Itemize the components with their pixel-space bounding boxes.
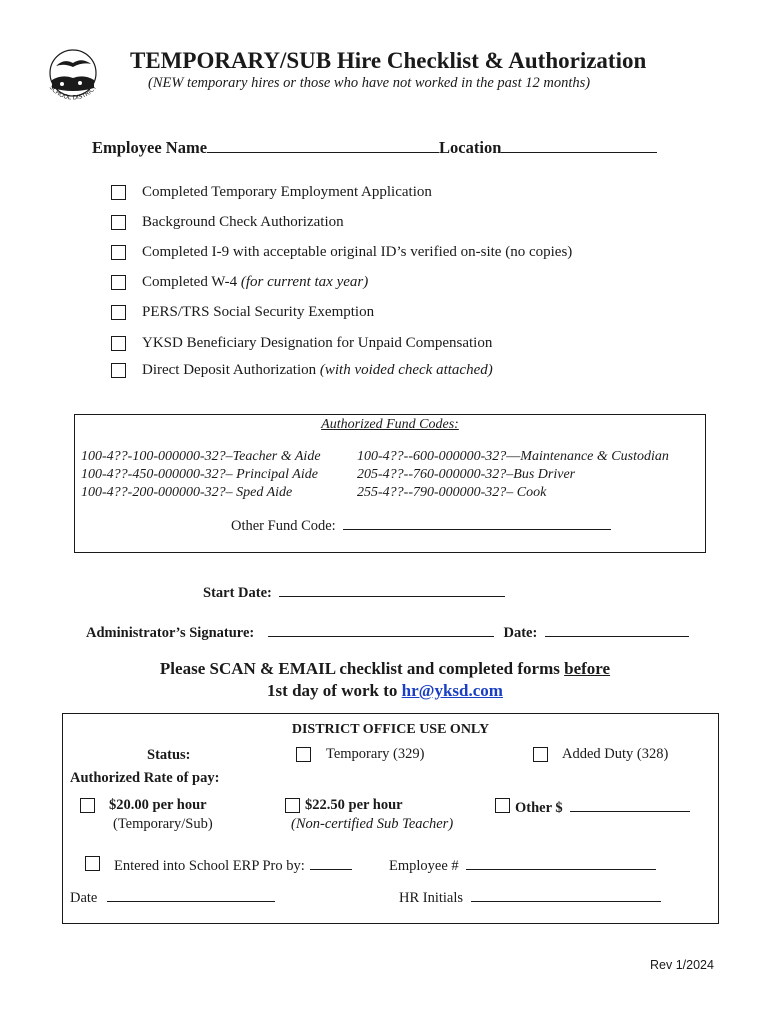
hr-initials-row <box>399 887 661 907</box>
employee-number-label: Employee # <box>389 858 459 874</box>
status-added-duty-label: Added Duty (328) <box>562 746 669 762</box>
checklist-label: Completed I-9 with acceptable original ID’s verified on-site (no copies) <box>142 243 573 260</box>
erp-checkbox[interactable] <box>85 856 100 871</box>
start-date-row <box>203 582 505 602</box>
employee-number-field[interactable] <box>466 855 656 870</box>
admin-signature-label: Administrator’s Signature: <box>86 625 255 641</box>
fund-codes-right <box>357 448 669 502</box>
hr-email-link[interactable]: hr@yksd.com <box>401 681 503 700</box>
status-added-duty-checkbox[interactable] <box>533 747 548 762</box>
checklist-label: Completed W-4 <box>142 273 241 290</box>
district-seal-icon <box>34 30 112 108</box>
rate-22-checkbox[interactable] <box>285 798 300 813</box>
rate-22-note: (Non-certified Sub Teacher) <box>291 816 454 832</box>
checklist-label: PERS/TRS Social Security Exemption <box>142 303 375 320</box>
hr-initials-field[interactable] <box>471 887 661 902</box>
rate-20-note: (Temporary/Sub) <box>113 816 213 832</box>
checklist-item <box>111 272 368 292</box>
start-date-field[interactable] <box>279 582 505 597</box>
fund-code: 100-4??--600-000000-32?––Maintenance & Custodian <box>357 449 669 464</box>
checklist-note: (for current tax year) <box>240 273 369 290</box>
office-date-row <box>70 887 275 907</box>
page-title: TEMPORARY/SUB Hire Checklist & Authorization <box>130 48 647 73</box>
checklist-item <box>111 333 492 353</box>
revision-label: Rev 1/2024 <box>650 958 714 972</box>
rate-20-label: $20.00 per hour <box>109 797 207 813</box>
status-label: Status: <box>147 747 191 763</box>
rate-other-row <box>515 797 690 817</box>
district-logo <box>34 30 112 108</box>
status-temporary-checkbox[interactable] <box>296 747 311 762</box>
logo-text-bottom: SCHOOL DISTRICT <box>47 84 99 102</box>
rate-other-field[interactable] <box>570 797 690 812</box>
checkbox[interactable] <box>111 215 126 230</box>
fund-codes-title: Authorized Fund Codes: <box>321 417 459 432</box>
notice-line2: 1st day of work to <box>267 681 402 700</box>
admin-date-label: Date: <box>503 625 538 641</box>
notice-line1: Please SCAN & EMAIL checklist and completed forms <box>159 659 565 678</box>
district-office-box <box>62 713 719 924</box>
office-date-field[interactable] <box>107 887 275 902</box>
other-fund-field[interactable] <box>343 515 611 530</box>
checkbox[interactable] <box>111 336 126 351</box>
erp-label: Entered into School ERP Pro by: <box>114 858 305 874</box>
fund-code: 100-4??-200-000000-32?– Sped Aide <box>81 485 293 500</box>
checkbox[interactable] <box>111 363 126 378</box>
rate-other-label: Other $ <box>515 800 563 816</box>
erp-field[interactable] <box>310 855 352 870</box>
location-field[interactable] <box>501 138 657 153</box>
checkbox[interactable] <box>111 185 126 200</box>
erp-row <box>114 855 352 875</box>
start-date-label: Start Date: <box>203 585 272 601</box>
notice-before: before <box>564 659 611 678</box>
office-title: DISTRICT OFFICE USE ONLY <box>291 722 490 737</box>
fund-codes-box <box>74 414 706 553</box>
office-date-label: Date <box>70 890 98 906</box>
other-fund-label: Other Fund Code: <box>231 518 336 534</box>
other-fund-row <box>231 515 611 535</box>
rate-20-checkbox[interactable] <box>80 798 95 813</box>
checklist-item <box>111 212 344 232</box>
location-label: Location <box>439 138 502 157</box>
logo-text-top <box>34 30 94 32</box>
admin-signature-row <box>86 622 689 642</box>
checklist-label: Background Check Authorization <box>142 213 344 230</box>
checklist-item <box>111 182 432 202</box>
checklist-note: (with voided check attached) <box>319 361 493 378</box>
submission-notice <box>0 658 770 702</box>
employee-number-row <box>389 855 656 875</box>
status-temporary-label: Temporary (329) <box>326 746 425 762</box>
page-subtitle: (NEW temporary hires or those who have not worked in the past 12 months) <box>148 75 591 91</box>
fund-code: 100-4??-100-000000-32?–Teacher & Aide <box>81 449 321 464</box>
checklist-item <box>111 242 572 262</box>
checklist-item <box>111 360 493 380</box>
fund-code: 255-4??--790-000000-32?– Cook <box>357 485 547 500</box>
rate-other-checkbox[interactable] <box>495 798 510 813</box>
employee-name-field[interactable] <box>207 138 439 153</box>
rate-label: Authorized Rate of pay: <box>70 770 220 786</box>
employee-name-label: Employee Name <box>92 138 208 157</box>
checkbox[interactable] <box>111 245 126 260</box>
admin-signature-field[interactable] <box>268 622 494 637</box>
checklist-label: Completed Temporary Employment Application <box>142 183 432 200</box>
fund-codes-left <box>81 448 321 502</box>
checklist-label: YKSD Beneficiary Designation for Unpaid Compensation <box>142 334 493 351</box>
fund-code: 205-4??--760-000000-32?–Bus Driver <box>357 467 576 482</box>
checklist-label: Direct Deposit Authorization <box>142 361 320 378</box>
hr-initials-label: HR Initials <box>399 890 464 906</box>
rate-22-label: $22.50 per hour <box>305 797 403 813</box>
fund-code: 100-4??-450-000000-32?– Principal Aide <box>81 467 318 482</box>
employee-row <box>92 138 657 158</box>
checkbox[interactable] <box>111 275 126 290</box>
admin-date-field[interactable] <box>545 622 689 637</box>
checklist-item <box>111 302 374 322</box>
checkbox[interactable] <box>111 305 126 320</box>
